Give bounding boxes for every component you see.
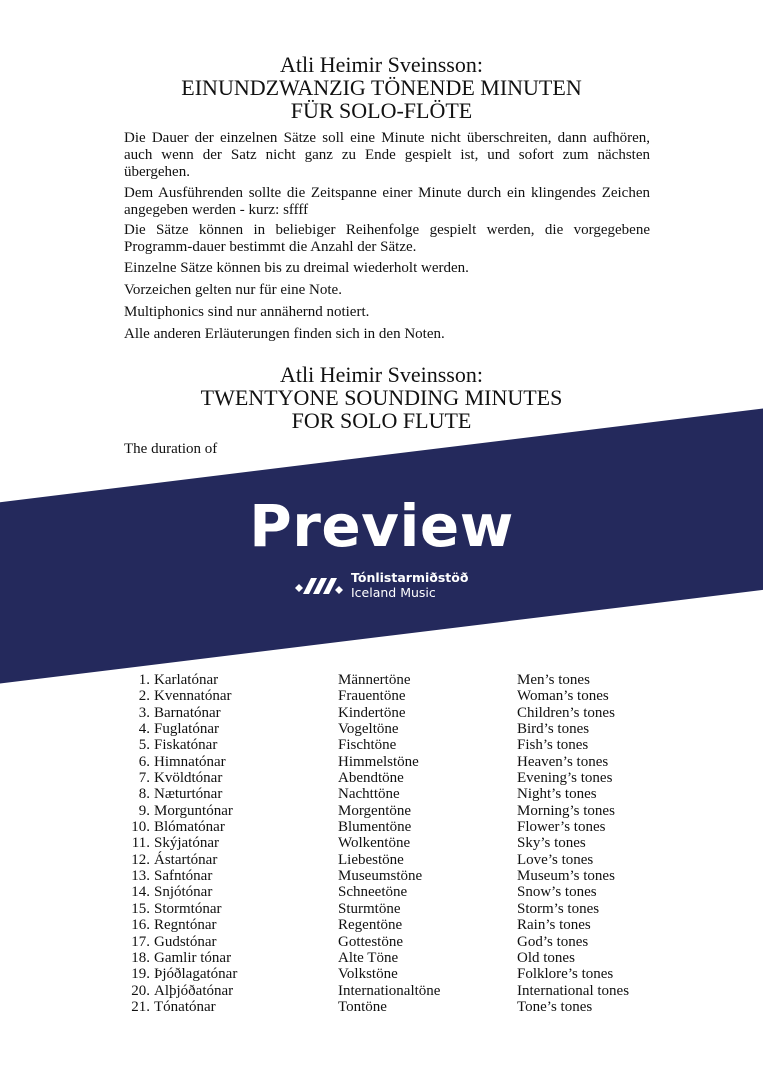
english-composer: Atli Heimir Sveinsson:: [280, 362, 483, 387]
movement-row: [120, 803, 677, 819]
movement-icelandic: Kvennatónar: [154, 688, 232, 705]
preview-label: Preview: [249, 492, 514, 560]
movement-german: Regentöne: [338, 917, 403, 934]
english-intro-fragment: The duration of: [124, 441, 218, 457]
iceland-music-logo-icon: [293, 574, 347, 598]
movement-icelandic: Tónatónar: [154, 998, 216, 1015]
movement-german: Nachttöne: [338, 786, 400, 803]
movement-number: 19.: [131, 966, 150, 983]
movement-german: Alte Töne: [338, 949, 399, 966]
movement-number: 16.: [131, 917, 150, 934]
movement-number: 18.: [131, 949, 150, 966]
movement-row: [120, 786, 677, 802]
movement-icelandic: Skýjatónar: [154, 835, 219, 852]
movement-english: Love’s tones: [517, 851, 594, 868]
movement-german: Volkstöne: [338, 966, 398, 983]
movement-german: Himmelstöne: [338, 753, 419, 770]
english-title-line1: TWENTYONE SOUNDING MINUTES: [200, 385, 563, 410]
movement-german: Sturmtöne: [338, 900, 401, 917]
movement-number: 7.: [138, 770, 150, 787]
movement-english: Morning’s tones: [517, 802, 615, 819]
german-title-line2: FÜR SOLO-FLÖTE: [290, 98, 473, 123]
movement-row: [120, 868, 677, 884]
movement-english: Storm’s tones: [517, 900, 600, 917]
movement-english: Evening’s tones: [517, 770, 613, 787]
movement-row: [120, 705, 677, 721]
movement-list: [120, 672, 677, 1015]
movement-row: [120, 737, 677, 753]
movement-number: 12.: [131, 851, 150, 868]
movement-row: [120, 983, 677, 999]
movement-icelandic: Alþjóðatónar: [154, 982, 234, 999]
movement-row: [120, 754, 677, 770]
movement-number: 5.: [138, 737, 150, 754]
movement-number: 11.: [131, 835, 150, 852]
movement-icelandic: Himnatónar: [154, 753, 226, 770]
movement-icelandic: Morguntónar: [154, 802, 233, 819]
movement-row: [120, 901, 677, 917]
movement-german: Internationaltöne: [338, 982, 441, 999]
movement-english: Flower’s tones: [517, 819, 606, 836]
movement-german: Tontöne: [338, 998, 387, 1015]
movement-german: Wolkentöne: [338, 835, 411, 852]
movement-german: Männertöne: [338, 672, 411, 688]
movement-icelandic: Karlatónar: [154, 672, 219, 688]
movement-number: 4.: [138, 721, 150, 738]
movement-english: Museum’s tones: [517, 868, 615, 885]
movement-number: 9.: [138, 802, 150, 819]
movement-row: [120, 819, 677, 835]
german-paragraph-4: Einzelne Sätze können bis zu dreimal wiederholt werden.: [124, 260, 469, 276]
movement-icelandic: Regntónar: [154, 917, 217, 934]
movement-number: 14.: [131, 884, 150, 901]
english-title-line2: FOR SOLO FLUTE: [291, 408, 472, 433]
german-paragraph-6: Multiphonics sind nur annähernd notiert.: [124, 304, 370, 320]
movement-number: 17.: [131, 933, 150, 950]
german-paragraph-3: Die Sätze können in beliebiger Reihenfolge gespielt werden, die vorgegebene Programm-dauer bestimmt die Anzahl der Sätze.: [124, 222, 650, 255]
movement-row: [120, 721, 677, 737]
german-paragraph-1: Die Dauer der einzelnen Sätze soll eine Minute nicht überschreiten, dann aufhören, auch wenn der Satz nicht ganz zu Ende gespielt ist, und sofort zum nächsten übergehen.: [124, 130, 650, 180]
movement-english: God’s tones: [517, 933, 589, 950]
movement-english: Snow’s tones: [517, 884, 597, 901]
german-composer: Atli Heimir Sveinsson:: [280, 52, 483, 77]
movement-german: Abendtöne: [338, 770, 404, 787]
movement-german: Frauentöne: [338, 688, 406, 705]
german-paragraph-2: Dem Ausführenden sollte die Zeitspanne einer Minute durch ein klingendes Zeichen angegeben werden - kurz: sffff: [124, 185, 650, 218]
movement-english: Men’s tones: [517, 672, 590, 688]
movement-row: [120, 852, 677, 868]
movement-row: [120, 999, 677, 1015]
movement-english: Rain’s tones: [517, 917, 591, 934]
movement-english: Heaven’s tones: [517, 753, 609, 770]
movement-icelandic: Stormtónar: [154, 900, 222, 917]
movement-english: Folklore’s tones: [517, 966, 614, 983]
movement-german: Schneetöne: [338, 884, 408, 901]
movement-icelandic: Þjóðlagatónar: [154, 966, 238, 983]
movement-icelandic: Ástartónar: [154, 851, 218, 868]
movement-row: [120, 835, 677, 851]
movement-english: Night’s tones: [517, 786, 597, 803]
movement-number: 15.: [131, 900, 150, 917]
movement-icelandic: Fiskatónar: [154, 737, 218, 754]
movement-number: 1.: [138, 672, 150, 688]
movement-row: [120, 917, 677, 933]
movement-english: Sky’s tones: [517, 835, 586, 852]
german-paragraph-7: Alle anderen Erläuterungen finden sich in den Noten.: [124, 326, 445, 342]
movement-row: [120, 934, 677, 950]
german-paragraph-5: Vorzeichen gelten nur für eine Note.: [124, 282, 342, 298]
movement-english: Fish’s tones: [517, 737, 589, 754]
movement-icelandic: Safntónar: [154, 868, 213, 885]
movement-row: [120, 688, 677, 704]
movement-row: [120, 950, 677, 966]
movement-english: Children’s tones: [517, 704, 615, 721]
movement-german: Morgentöne: [338, 802, 412, 819]
movement-number: 8.: [138, 786, 150, 803]
movement-icelandic: Blómatónar: [154, 819, 225, 836]
movement-german: Museumstöne: [338, 868, 423, 885]
german-title: [0, 53, 763, 122]
movement-row: [120, 672, 677, 688]
movement-number: 20.: [131, 982, 150, 999]
movement-number: 10.: [131, 819, 150, 836]
movement-german: Blumentöne: [338, 819, 412, 836]
movement-icelandic: Gudstónar: [154, 933, 217, 950]
movement-number: 21.: [131, 998, 150, 1015]
logo-line2: Iceland Music: [351, 585, 436, 600]
movement-german: Liebestöne: [338, 851, 404, 868]
movement-english: Tone’s tones: [517, 998, 593, 1015]
movement-icelandic: Fuglatónar: [154, 721, 219, 738]
movement-english: International tones: [517, 982, 630, 999]
movement-icelandic: Næturtónar: [154, 786, 223, 803]
movement-german: Gottestöne: [338, 933, 403, 950]
movement-icelandic: Gamlir tónar: [154, 949, 232, 966]
movement-german: Vogeltöne: [338, 721, 399, 738]
logo-line1: Tónlistarmiðstöð: [351, 570, 469, 585]
movement-english: Bird’s tones: [517, 721, 590, 738]
movement-number: 13.: [131, 868, 150, 885]
movement-row: [120, 770, 677, 786]
movement-icelandic: Barnatónar: [154, 704, 221, 721]
movement-english: Woman’s tones: [517, 688, 609, 705]
movement-german: Kindertöne: [338, 704, 406, 721]
movement-number: 3.: [138, 704, 150, 721]
movement-row: [120, 884, 677, 900]
movement-icelandic: Snjótónar: [154, 884, 213, 901]
movement-icelandic: Kvöldtónar: [154, 770, 223, 787]
movement-row: [120, 966, 677, 982]
movement-number: 6.: [138, 753, 150, 770]
movement-english: Old tones: [517, 949, 575, 966]
movement-german: Fischtöne: [338, 737, 397, 754]
german-title-line1: EINUNDZWANZIG TÖNENDE MINUTEN: [181, 75, 582, 100]
movement-number: 2.: [138, 688, 150, 705]
